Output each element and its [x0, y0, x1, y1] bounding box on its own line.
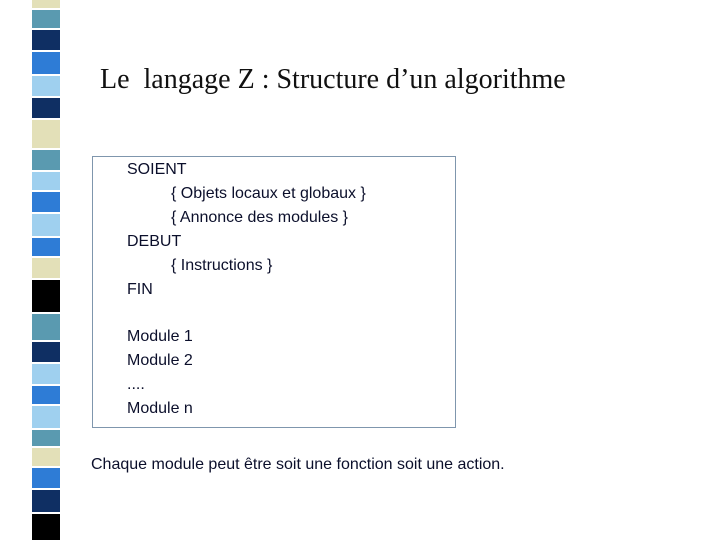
algorithm-structure-box — [92, 156, 456, 428]
slide-title: Le langage Z : Structure d’un algorithme — [100, 64, 566, 95]
stripe-block — [32, 490, 60, 512]
stripe-block — [32, 192, 60, 212]
keyword-debut: DEBUT — [127, 233, 182, 250]
modules-announce-line: { Annonce des modules } — [171, 209, 349, 226]
module-2-line: Module 2 — [127, 352, 193, 369]
footnote-text: Chaque module peut être soit une fonction soit une action. — [91, 456, 505, 473]
module-n-line: Module n — [127, 400, 193, 417]
stripe-block — [32, 280, 60, 312]
stripe-block — [32, 214, 60, 236]
stripe-block — [32, 258, 60, 278]
module-1-line: Module 1 — [127, 328, 193, 345]
stripe-block — [32, 448, 60, 466]
stripe-block — [32, 514, 60, 540]
objects-line: { Objets locaux et globaux } — [171, 185, 366, 202]
stripe-block — [32, 364, 60, 384]
stripe-block — [32, 98, 60, 118]
keyword-soient: SOIENT — [127, 161, 187, 178]
stripe-block — [32, 342, 60, 362]
ellipsis-line: .... — [127, 376, 145, 393]
decorative-stripe — [20, 0, 72, 540]
stripe-block — [32, 0, 60, 8]
stripe-block — [32, 172, 60, 190]
stripe-block — [32, 238, 60, 256]
stripe-block — [32, 468, 60, 488]
keyword-fin: FIN — [127, 281, 153, 298]
stripe-block — [32, 120, 60, 148]
stripe-block — [32, 76, 60, 96]
stripe-block — [32, 386, 60, 404]
stripe-block — [32, 10, 60, 28]
stripe-block — [32, 30, 60, 50]
stripe-block — [32, 52, 60, 74]
stripe-block — [32, 430, 60, 446]
instructions-line: { Instructions } — [171, 257, 273, 274]
stripe-block — [32, 314, 60, 340]
stripe-block — [32, 150, 60, 170]
stripe-block — [32, 406, 60, 428]
